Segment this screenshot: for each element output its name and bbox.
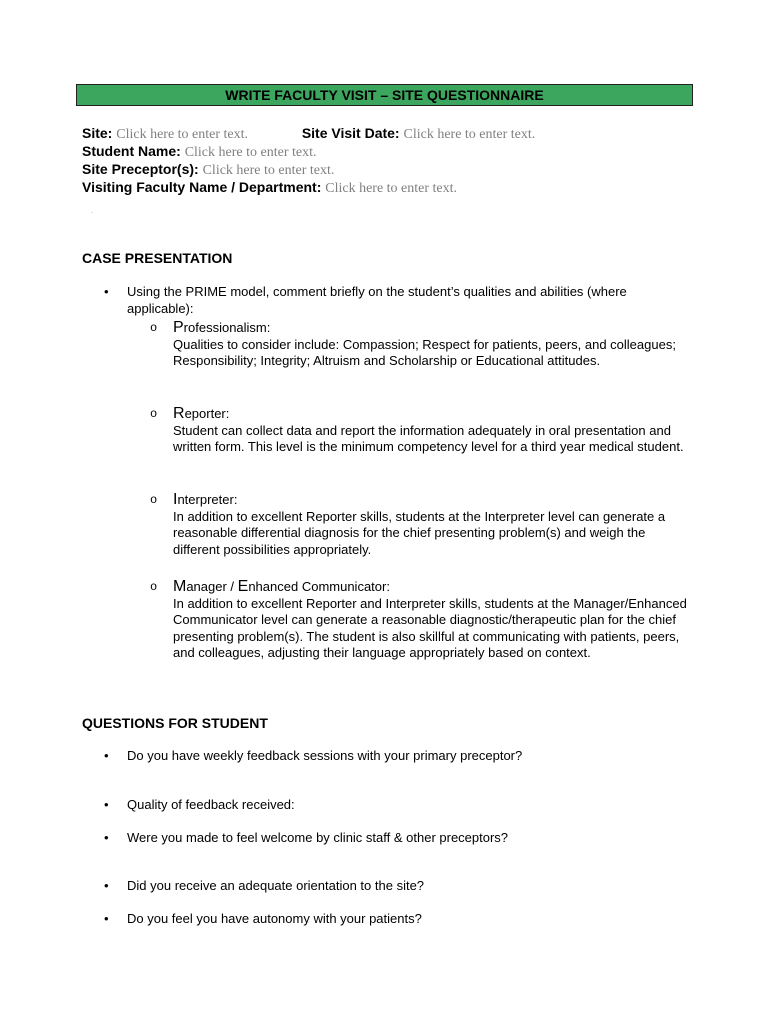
case-presentation-heading: CASE PRESENTATION <box>82 250 233 266</box>
visiting-faculty-field[interactable]: Click here to enter text. <box>325 181 458 196</box>
prime-item-interpreter <box>150 492 690 558</box>
bullet-marker: • <box>104 830 109 845</box>
question-item <box>104 830 684 847</box>
sub-bullet-marker: o <box>150 407 158 421</box>
prime-initial: I <box>173 491 178 508</box>
site-preceptor-row <box>82 160 535 178</box>
question-text: Were you made to feel welcome by clinic staff & other preceptors? <box>127 830 509 845</box>
question-text: Do you feel you have autonomy with your patients? <box>127 911 422 926</box>
prime-initial: M <box>173 578 187 595</box>
sub-bullet-marker: o <box>150 321 158 335</box>
site-field[interactable]: Click here to enter text. <box>116 127 249 142</box>
prime-initial: R <box>173 405 185 422</box>
student-name-row <box>82 142 535 160</box>
prime-description: Qualities to consider include: Compassion; Respect for patients, peers, and colleagues; Responsibility; Integrity; Altruism and Scholarship or Educational attitudes. <box>173 336 676 368</box>
prime-title: anager / <box>186 579 238 594</box>
visiting-faculty-label: Visiting Faculty Name / Department: <box>82 179 322 195</box>
question-text: Quality of feedback received: <box>127 797 295 812</box>
prime-description: In addition to excellent Reporter skills, students at the Interpreter level can generate a reasonable differential diagnosis for the chief presenting problem(s) and weigh the different possibilities appropriately. <box>173 508 666 557</box>
prime-intro-item <box>104 284 684 317</box>
site-row <box>82 124 535 142</box>
sub-bullet-marker: o <box>150 493 158 507</box>
question-item <box>104 748 684 765</box>
site-visit-date-field[interactable]: Click here to enter text. <box>403 127 536 142</box>
question-item <box>104 911 684 928</box>
prime-item-professionalism <box>150 320 690 370</box>
prime-initial-secondary: E <box>237 578 249 595</box>
question-item <box>104 797 684 814</box>
prime-item-manager <box>150 579 690 662</box>
prime-title: rofessionalism: <box>183 320 271 335</box>
bullet-marker: • <box>104 911 109 926</box>
prime-item-reporter <box>150 406 690 456</box>
stray-mark: . <box>91 206 94 215</box>
questions-heading: QUESTIONS FOR STUDENT <box>82 715 268 731</box>
bullet-marker: • <box>104 748 109 763</box>
sub-bullet-marker: o <box>150 580 158 594</box>
site-preceptor-label: Site Preceptor(s): <box>82 161 199 177</box>
site-label: Site: <box>82 125 113 141</box>
prime-description: In addition to excellent Reporter and Interpreter skills, students at the Manager/Enhanced Communicator level can generate a reasonable diagnostic/therapeutic plan for the chief presenting problem(s). The student is also skillful at communicating with patients, peers, and colleagues, adjusting their language appropriately based on context. <box>173 595 687 660</box>
prime-title-secondary: nhanced Communicator: <box>248 579 390 594</box>
question-text: Did you receive an adequate orientation to the site? <box>127 878 425 893</box>
prime-description: Student can collect data and report the information adequately in oral presentation and written form. This level is the minimum competency level for a third year medical student. <box>173 422 684 454</box>
visiting-faculty-row <box>82 178 535 196</box>
student-name-label: Student Name: <box>82 143 181 159</box>
site-info-fields <box>82 124 535 196</box>
question-text: Do you have weekly feedback sessions with your primary preceptor? <box>127 748 523 763</box>
site-preceptor-field[interactable]: Click here to enter text. <box>202 163 335 178</box>
prime-intro-text: Using the PRIME model, comment briefly on the student’s qualities and abilities (where applicable): <box>127 284 627 316</box>
questionnaire-title: WRITE FACULTY VISIT – SITE QUESTIONNAIRE <box>76 84 693 106</box>
site-visit-date-label: Site Visit Date: <box>301 125 400 141</box>
prime-title: eporter: <box>184 406 230 421</box>
question-item <box>104 878 684 895</box>
prime-initial: P <box>173 319 184 336</box>
bullet-marker: • <box>104 284 109 299</box>
prime-title: nterpreter: <box>177 492 238 507</box>
bullet-marker: • <box>104 878 109 893</box>
bullet-marker: • <box>104 797 109 812</box>
student-name-field[interactable]: Click here to enter text. <box>184 145 317 160</box>
